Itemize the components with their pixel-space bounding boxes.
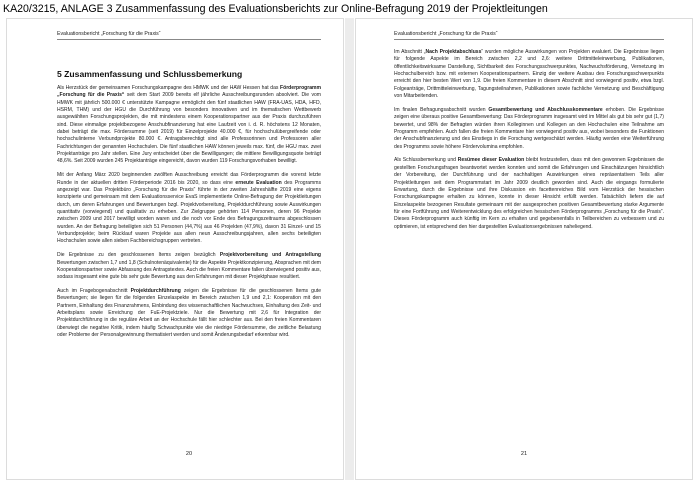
body-text: Im finalen Befragungsabschnitt wurden xyxy=(394,106,489,113)
body-text: des Programms angezeigt war. Das Projektbüro „Forschung für die Praxis“ führte in der zweiten Jahreshälfte 2019 eine eigens konzipierte und gemeinsam mit dem Evaluationsservice EvaS implementierte Online-Befragung der Projektleitungen durch, um deren Erfahrungen und Bewertungen bzgl. Projektvorbereitung, Projektdurchführung sowie Auswirkungen quantitativ (vorwiegend) und qualitativ zu erheben. Zur Zielgruppe gehörten 114 Personen, deren 96 Projekte zwischen 2009 und 2017 bewilligt worden waren und die noch vor Ende des Befragungszeitraums abgeschlossen wurden. An der Befragung beteiligten sich 51 Personen (44,7%) aus 46 Projekten (47,9%), davon 31 Einzel- und 15 Verbundprojekte; beim Rücklauf waren Projekte aus allen neun Ausschreibungsjahren, allen sechs beteiligten Hochschulen sowie allen sieben Fachbereichsgruppen vertreten. xyxy=(57,179,321,245)
body-text: bleibt festzustellen, dass mit den gewonnen Ergebnissen die gestellten Forschungsfragen beantwortet werden konnten und somit die Erfahrungen und Einschätzungen hinsichtlich der Vorbereitung, der Durchführung und der nachhaltigen Auswirkungen eines repräsentativen Teils aller Projektleitungen seit dem Programmstart im Jahr 2009 deutlich geworden sind. Auch die eingangs formulierte Erwartung, durch die Ergebnisse und ihre Diskussion ein facettenreiches Bild vom Herzstück der hessischen Forschungskampagne erhalten zu können, konnte in dieser Hinsicht erfüllt werden. Tatsächlich liefern die auf Einzelaspekte bezogenen Resultate gemeinsam mit der ausgesprochen positiven Gesamtbewertung starke Argumente für eine Fortführung und Weiterentwicklung des erfolgreichen hessischen Förderprogramms „Forschung für die Praxis“. Dieses Förderprogramm auch künftig im Kern zu erhalten und gegebenenfalls in Teilbereichen zu verbessern und zu optimieren, ist entsprechend den hier dargestellten Evaluationsergebnissen naheliegend. xyxy=(394,157,664,230)
body-text: Als Schlussbemerkung und xyxy=(394,157,458,164)
page-gutter xyxy=(345,18,354,480)
body-text: Mit der Anfang März 2020 beginnenden zwölften Ausschreibung erreicht das Förderprogramm die vorerst letzte Runde in der aktuellen dritten Förderperiode 2016 bis 2020, so dass eine xyxy=(57,172,321,186)
emphasis-text: erneute Evaluation xyxy=(235,179,282,186)
emphasis-text: Projektdurchführung xyxy=(130,288,181,295)
body-text: Auch im Fragebogenabschnitt xyxy=(57,288,131,295)
page-number: 21 xyxy=(520,451,528,457)
paragraph xyxy=(394,157,664,230)
emphasis-text: Resümee dieser Evaluation xyxy=(457,157,525,164)
paragraph xyxy=(57,288,321,339)
page-20 xyxy=(6,18,344,480)
paragraph xyxy=(57,172,321,245)
body-text: erhoben. Die Ergebnisse zeigen eine überaus positive Gesamtbewertung: Das Förderprogramm insgesamt wird im Mittel als gut bis sehr gut (1,7) bewertet, und 98% der Befragten würden ihren Kolleginnen und Kollegen an den Hochschulen eine Teilnahme am Programm empfehlen. Auch fallen die freien Kommentare hier vorwiegend positiv aus, wobei besonders die Funktionen der Anschubfinanzierung und des Einstiegs in die Forschung wertgeschätzt werden. Häufig werden eine Weiterführung des Programms sowie höhere Fördervolumina empfohlen. xyxy=(394,106,665,150)
paragraph xyxy=(57,85,321,166)
paragraph xyxy=(57,252,321,281)
section-heading: 5 Zusammenfassung und Schlussbemerkung xyxy=(57,69,243,79)
body-text: “ wurden mögliche Auswirkungen von Projekten evaluiert. Die Ergebnisse liegen für folgende Aspekte im Bereich zwischen 2,2 und 2,6: weitere Drittmitteleinwerbung, Publikationen, öffentlichkeitswirksame Darstellung, Sichtbarkeit des Forschungsschwerpunktes, Nachwuchsförderung, Vernetzung im Hochschulbereich bzw. mit externen Kooperationspartnern. Einzig der weitere Ausbau des Forschungsschwerpunkts erreicht den hier besten Wert von 1,9. Die freien Kommentare in diesem Abschnitt sind vorwiegend positiv, etwa bzgl. Folgeanträge, Drittmitteleinwerbung, Tagungsteilnahmen, Publikationen sowie fachliche Vernetzung und Beschäftigung von Mitarbeitenden. xyxy=(394,49,665,100)
body-text: seit dem Start 2009 bereits elf jährliche Ausschreibungsrunden absolviert. Die vom HMWK mit jährlich 500.000 € unterstützte Kampagne ermöglicht den fünf staatlichen HAW (FRA-UAS, HDA, HFD, HSRM, THM) und der HGU die Durchführung von besonders innovativen und im thematischen Wettbewerb ausgewählten Forschungsprojekten, die mit mindestens einem Kooperationspartner aus der Praxis durchzuführen sind. Diese einmalige projektbezogene Anschubfinanzierung hat eine Laufzeit von i. d. R. höchstens 12 Monaten, dabei beträgt die max. Fördersumme (seit 2019) für Einzelprojekte 40.000 €, für hochschulübergreifende oder hochschulinterne Verbundprojekte 80.000 €. Antragsberechtigt sind alle Professorinnen und Professoren aller Fachrichtungen der genannten Hochschulen. Die fünf staatlichen HAW können jeweils max. fünf, die HGU max. zwei Projektanträge pro Jahr stellen. Eine Jury entscheidet über die Bewilligungen; die mittlere Bewilligungsquote beträgt 48,6%. Seit 2009 wurden 245 Projektanträge eingereicht, davon wurden 119 Forschungsvorhaben bewilligt. xyxy=(57,92,321,165)
page-body xyxy=(57,69,321,346)
emphasis-text: Förderprogramm „Forschung für die Praxis“ xyxy=(57,85,321,99)
emphasis-text: Projektvorbereitung und Antragstellung xyxy=(219,252,322,259)
emphasis-text: Gesamtbewertung und Abschlusskommentare xyxy=(488,106,603,113)
body-text: zeigen die Ergebnisse für die geschlossenen Items gute Bewertungen; sie liegen für die folgenden Einzelaspekte im Bereich zwischen 1,9 und 2,1: Kooperation mit den Partnern, Einhaltung des Finanzrahmens, Einbindung des wissenschaftlichen Nachwuchses, Einhaltung des Zeit- und Arbeitsplans sowie Erreichung der FuE-Projektziele. Nur die Bewertung mit 2,6 für Integration der Projektdurchführung in die reguläre Arbeit an der Hochschule fällt hier schlechter aus. Bei den freien Kommentaren überwiegt die negative Kritik, indem häufig Schwachpunkte wie die niedrige Fördersumme, die zeitliche Belastung oder Probleme der Personalgewinnung thematisiert werden und somit Änderungsbedarf erkennbar wird. xyxy=(57,288,321,339)
running-header: Evaluationsbericht „Forschung für die Praxis“ xyxy=(57,31,321,40)
page-number: 20 xyxy=(185,451,193,457)
running-header: Evaluationsbericht „Forschung für die Praxis“ xyxy=(394,31,664,40)
page-21 xyxy=(355,18,693,480)
body-text: Die Ergebnisse zu den geschlossenen Items zeigen bezüglich xyxy=(57,252,220,259)
body-text: Bewertungen zwischen 1,7 und 1,8 (Schulnotenäquivalente) für die Aspekte Projektkonzipierung, Absprachen mit dem Kooperationspartner sowie Abfassung des Antragstextes. Auch die freien Kommentare fallen überwiegend positiv aus, sodass insgesamt eine gute bis sehr gute Bewertung aus den Erfahrungen mit dieser Projektphase resultiert. xyxy=(57,259,321,281)
paragraph xyxy=(394,107,664,151)
page-body xyxy=(394,49,664,237)
document-title: KA20/3215, ANLAGE 3 Zusammenfassung des Evaluationsberichts zur Online-Befragung 2019 der Projektleitungen xyxy=(3,3,548,15)
body-text: Als Herzstück der gemeinsamen Forschungskampagne des HMWK und der HAW Hessen hat das xyxy=(57,85,281,91)
body-text: Im Abschnitt „ xyxy=(394,49,426,55)
paragraph xyxy=(394,49,664,100)
emphasis-text: Nach Projektabschluss xyxy=(425,49,482,55)
